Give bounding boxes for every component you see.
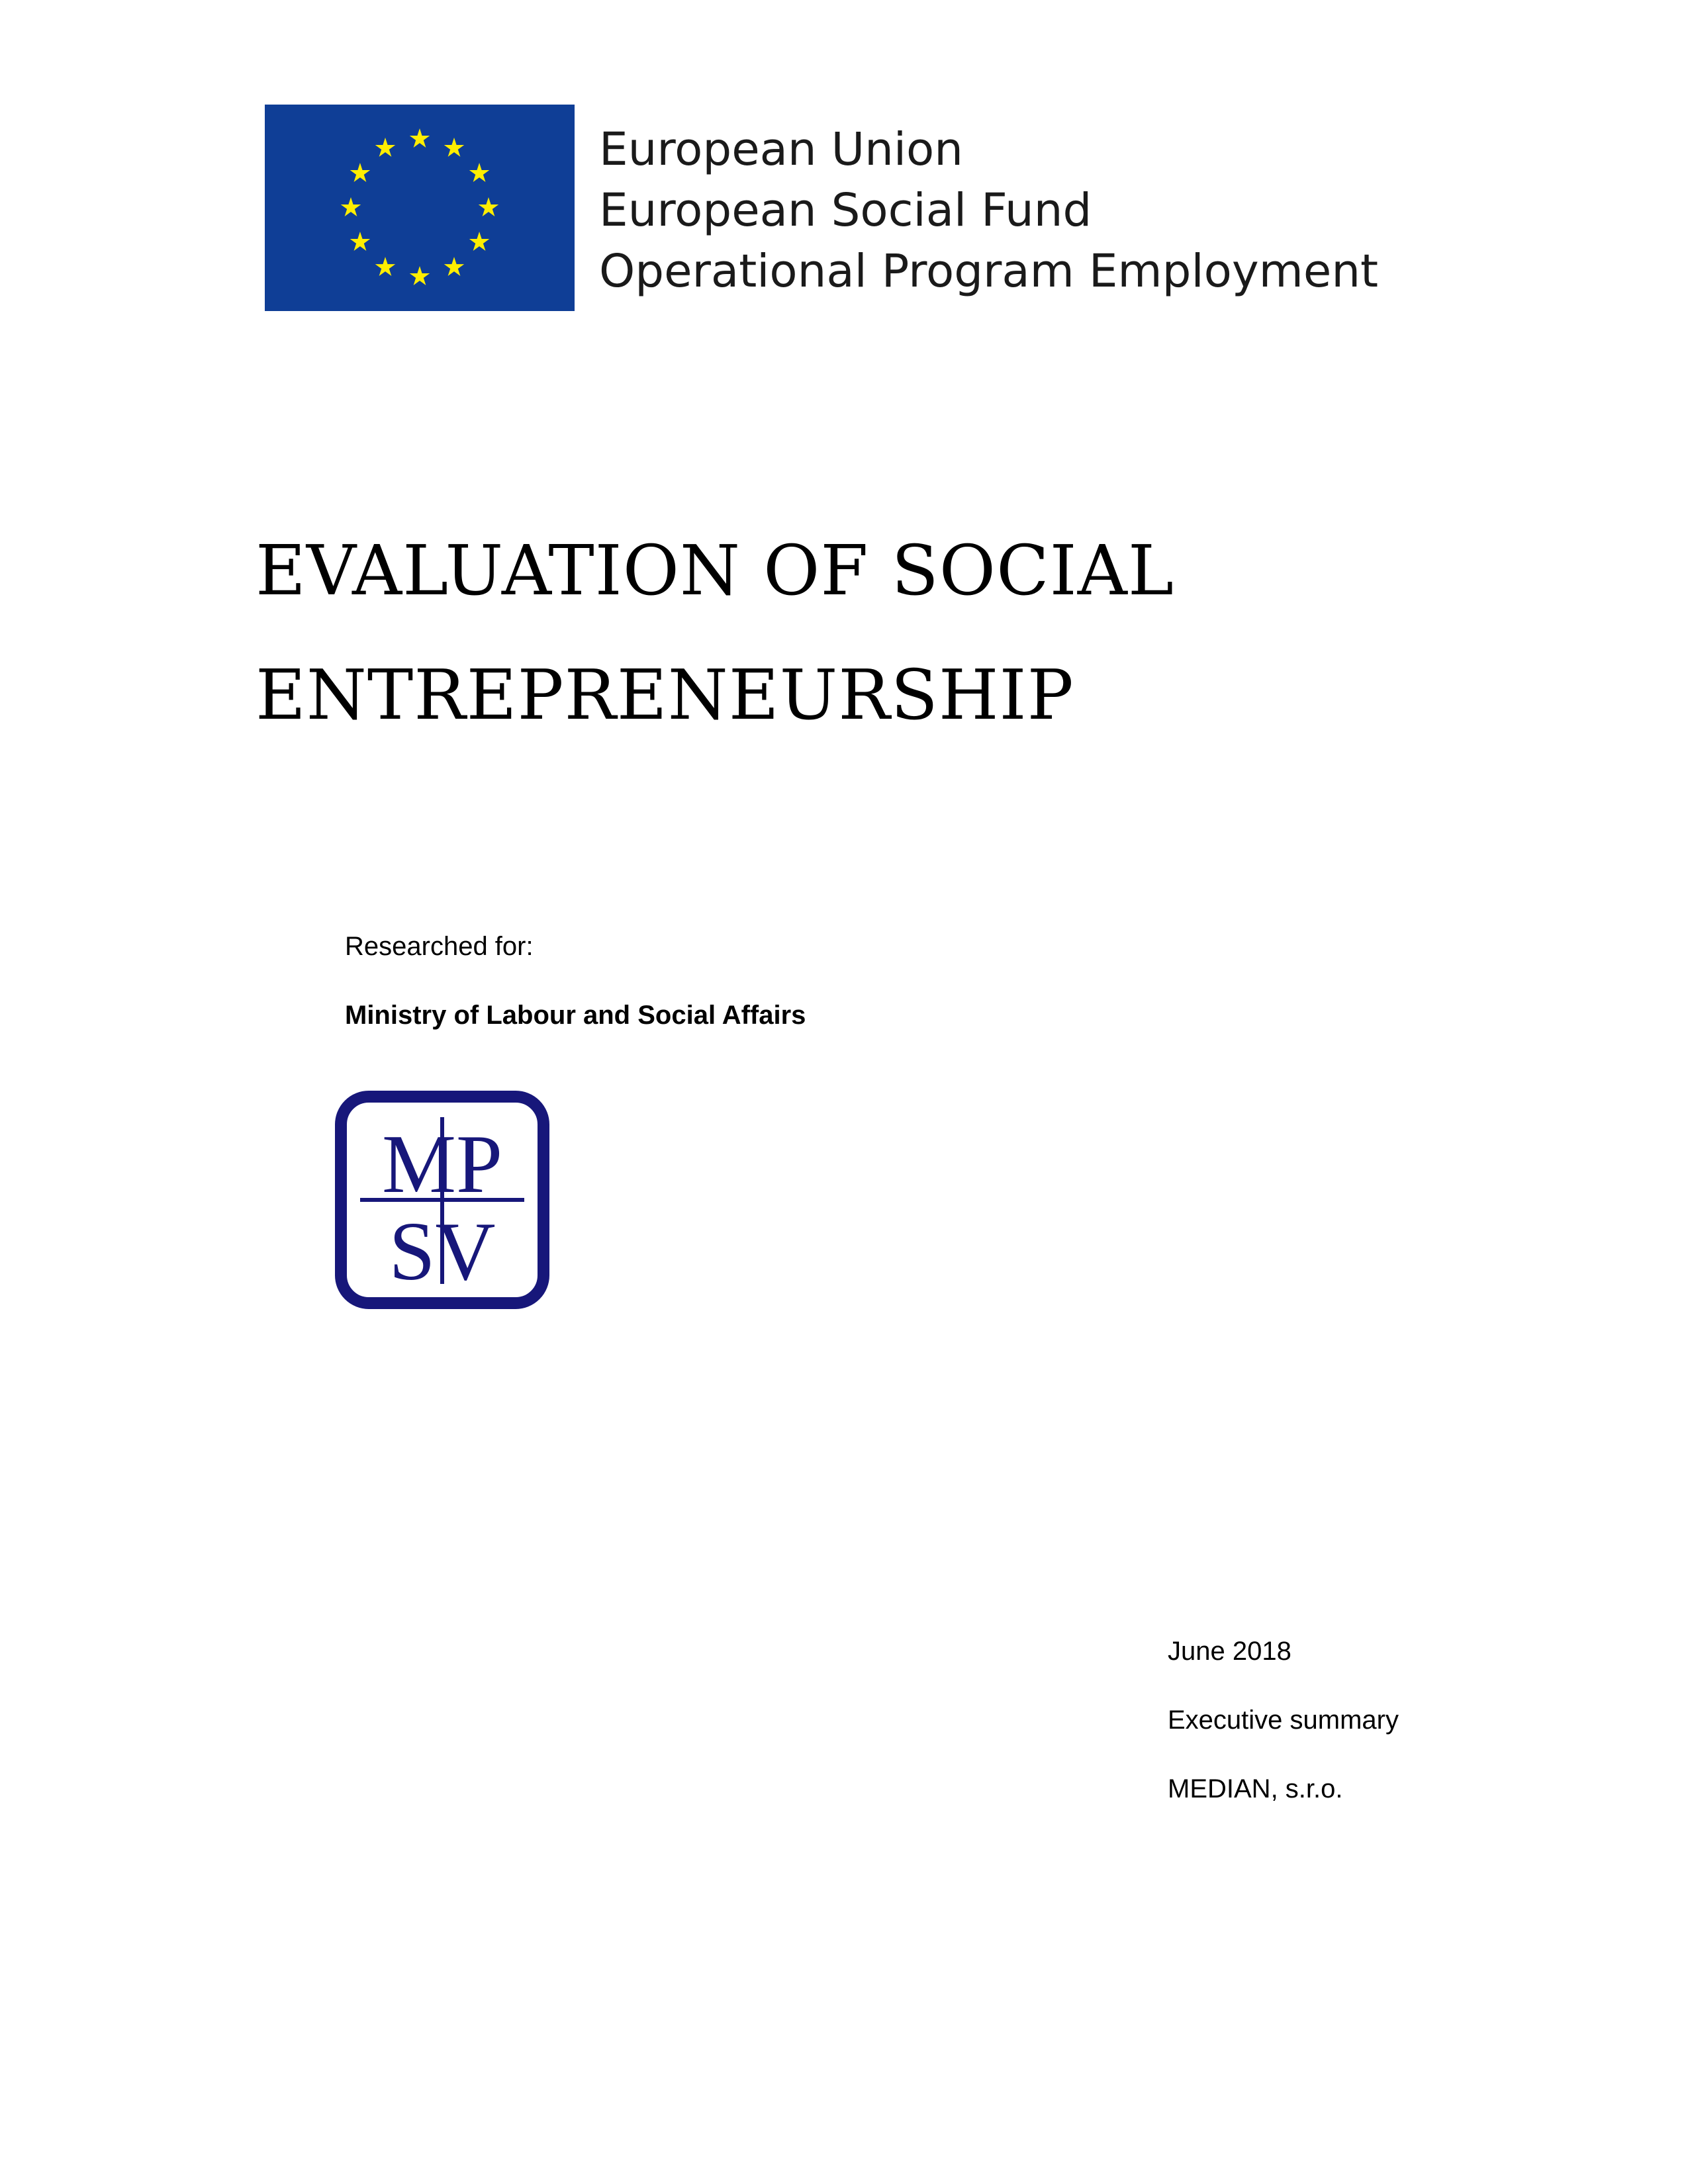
document-title-line-1: EVALUATION OF SOCIAL xyxy=(256,530,1174,611)
eu-flag-icon xyxy=(265,105,575,311)
eu-programme-text xyxy=(599,119,1378,302)
document-title xyxy=(256,508,1174,757)
document-author: MEDIAN, s.r.o. xyxy=(1168,1774,1343,1803)
document-title-line-2: ENTREPRENEURSHIP xyxy=(256,655,1074,735)
eu-line-programme: Operational Program Employment xyxy=(599,245,1379,298)
eu-header xyxy=(265,105,1403,311)
eu-line-fund: European Social Fund xyxy=(599,184,1092,237)
eu-line-union: European Union xyxy=(599,123,963,176)
document-type: Executive summary xyxy=(1168,1706,1399,1735)
mpsv-logo-icon xyxy=(335,1091,549,1309)
svg-text:MP: MP xyxy=(381,1118,503,1210)
document-meta xyxy=(1168,1617,1399,1823)
svg-text:SV: SV xyxy=(389,1206,496,1298)
researched-for-label: Researched for: xyxy=(345,932,534,961)
client-name: Ministry of Labour and Social Affairs xyxy=(345,1001,806,1030)
document-date: June 2018 xyxy=(1168,1637,1291,1666)
